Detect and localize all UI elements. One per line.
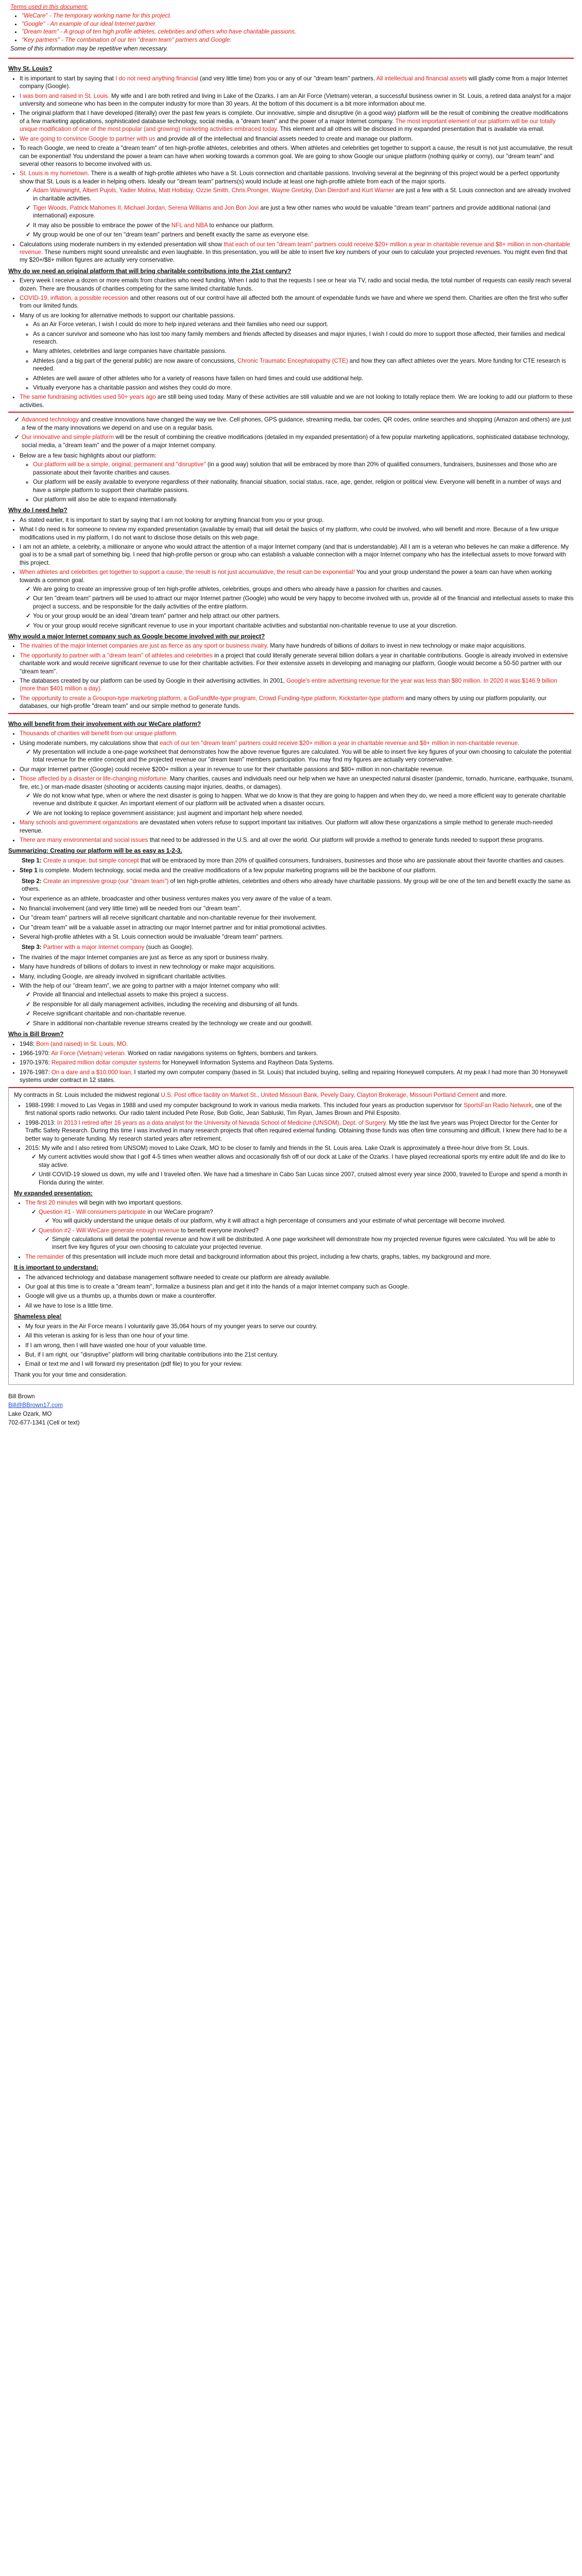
list-item <box>20 836 574 844</box>
text-segment: Google will give us a thumbs up, a thumbs down or make a counteroffer. <box>25 1293 216 1300</box>
text-segment: 1998-2013: <box>25 1119 57 1126</box>
who-bill-heading: Who is Bill Brown? <box>8 1030 64 1038</box>
text-segment: St. Louis is my hometown. <box>20 170 90 177</box>
list-item <box>20 543 574 567</box>
list-item <box>39 1153 568 1169</box>
list-item <box>20 312 574 392</box>
list-item <box>33 748 574 764</box>
list-item <box>20 75 574 91</box>
text-segment: I started my own computer company (based in St. Louis) that included buying, selling and repairing Honeywell computers. At my peak I had more than 30 Honeywell systems under contract in 12 states. <box>20 1069 568 1084</box>
technology-list <box>8 416 574 449</box>
text-segment: Our platform will be a simple, original, permanent and "disruptive" <box>33 461 206 468</box>
text-segment: It may also be possible to embrace the power of the <box>33 222 172 229</box>
text-segment: The opportunity to create a Groupon-type marketing platform, a GoFundMe-type program, Crowd Funding-type platform, Kickstarter-type platform <box>20 694 404 702</box>
text-segment: Using moderate numbers, my calculations show that <box>20 739 160 747</box>
list-item <box>33 1010 574 1018</box>
list-item <box>20 677 574 693</box>
text-segment: will gladly come from a major Internet company (Google). <box>20 75 568 90</box>
sub-list <box>25 1208 568 1251</box>
text-segment: Email or text me and I will forward my presentation (pdf file) to you for your review. <box>25 1361 243 1368</box>
who-benefit-heading: Who will benefit from their involvement with our WeCare platform? <box>8 720 201 727</box>
text-segment: U.S. Post office facility on Market St., United Missouri Bank, Pevely Dairy, Clayton Brokerage, Missouri Portland Cement <box>161 1091 478 1098</box>
why-help-list <box>8 516 574 630</box>
list-item <box>25 1302 568 1310</box>
text-segment: The opportunity to partner with a "dream team" of athletes and celebrities <box>20 652 213 659</box>
term-definition: - An example of our ideal Internet partner. <box>45 20 157 27</box>
text-segment: Those affected by a disaster or life-changing misfortune. <box>20 775 168 783</box>
text-segment: 1970-1976: <box>20 1059 52 1066</box>
list-item <box>33 347 574 355</box>
text-segment: Athletes (and a big part of the general public) are now aware of concussions, <box>33 357 237 364</box>
why-st-louis-list <box>8 75 574 264</box>
text-segment: 1976-1987: <box>20 1069 52 1076</box>
list-item <box>33 585 574 593</box>
text-segment: (and very little time) from you or any of our "dream team" partners. <box>198 75 376 82</box>
text-segment: and creative innovations have changed the way we live. Cell phones, GPS guidance, streaming media, bar codes, QR codes, online searches and shopping (Amazon and others) are just a few of the many innovations we depend on and use on a regular basis. <box>22 416 571 431</box>
sub-list <box>20 991 574 1027</box>
list-item <box>33 478 574 494</box>
list-item <box>33 809 574 817</box>
text-segment: NFL and NBA <box>171 222 208 229</box>
text-segment: But, if I am right, our "disruptive" platform will bring charitable contributions into the 21st century. <box>25 1351 279 1358</box>
text-segment: of ten high-profile athletes, celebrities and others who already have charitable passions. My group will be one of the ten and benefit exactly the same as others. <box>22 877 571 892</box>
list-item <box>20 905 574 912</box>
text-segment: and provide all of the intellectual and financial assets needed to create and manage our platform. <box>155 135 413 142</box>
signature-phone: 702-677-1341 (Cell or text) <box>8 1419 80 1427</box>
highlights-list <box>20 461 574 503</box>
text-segment: On a dare and a $10,000 loan, <box>51 1069 133 1076</box>
list-item <box>33 187 574 202</box>
step-2 <box>22 877 574 893</box>
text-segment: Many, including Google, are already involved in significant charitable activities. <box>20 973 227 980</box>
signature-name: Bill Brown <box>8 1393 35 1400</box>
text-segment: There is a wealth of high-profile athletes who have a St. Louis connection and charitable passions. Involving several at the beginning of this project would be a perfect opportunity show that St. Louis is a leader in helping others. Ideally our "dream team" partners(s) would include at least one high-profile athlete from each of the major sports. <box>20 170 560 185</box>
text-segment: Our innovative and simple platform <box>22 434 114 441</box>
step-3 <box>22 943 574 951</box>
step-1-label: Step 1: <box>22 857 42 864</box>
text-segment: All we have to lose is a little time. <box>25 1302 113 1309</box>
term-item <box>22 20 574 28</box>
list-item <box>20 694 574 710</box>
step-2-list <box>8 895 574 941</box>
text-segment: Advanced technology <box>22 416 79 423</box>
who-benefit-list <box>8 730 574 844</box>
step-3-list <box>8 954 574 1027</box>
list-item <box>20 109 574 133</box>
step-1 <box>22 857 574 865</box>
text-segment: Many schools and government organizations <box>20 819 139 826</box>
text-segment: My presentation will include a one-page worksheet that demonstrates how the above revenue figures are calculated. You will be able to insert five key figures of your own choosing to calculate the potential total revenue for the entire concept and the projected revenue our "dream team" members participation. You may find my figures are actually very conservative. <box>33 748 572 764</box>
sub-list <box>25 1153 568 1187</box>
list-item <box>25 1332 568 1340</box>
text-segment: Google's entire advertising revenue for the year was less than $80 million. In 2020 it was $146.9 billion (more than $401 million a day). <box>20 677 557 692</box>
list-item <box>20 730 574 737</box>
terms-section <box>8 3 574 56</box>
text-segment: Thousands of charities will benefit from our unique platform. <box>20 730 178 737</box>
text-segment: My contracts in St. Louis included the midwest regional <box>14 1091 161 1098</box>
list-item <box>33 231 574 239</box>
text-segment: Your experience as an athlete, broadcaster and other business ventures makes you very aware of the value of a team. <box>20 895 332 903</box>
list-item <box>20 241 574 264</box>
list-item <box>25 1253 568 1261</box>
text-segment: Our major Internet partner (Google) could receive $200+ million a year in revenue to use for their charitable passions and $80+ million in non-charitable revenue. <box>20 766 444 773</box>
text-segment: and other reasons out of our control have all affected both the amount of expendable funds we have and where we spend them. Charities are often the first who suffer from our limited funds. <box>20 295 568 310</box>
text-segment: Our platform will be easily available to everyone regardless of their nationality, financial situation, social status, race, age, gender, religion or political view. Everyone will benefit in a number of ways and have a simple platform to support their charitable passions. <box>33 479 561 494</box>
text-segment: As an Air Force veteran, I wish I could do more to help injured veterans and their families who need our support. <box>33 321 329 328</box>
text-segment: Our platform will also be able to expand internationally. <box>33 496 178 503</box>
why-original-heading: Why do we need an original platform that will bring charitable contributions into the 21st century? <box>8 267 292 275</box>
list-item <box>20 895 574 903</box>
important-list <box>14 1274 568 1310</box>
why-st-louis-section <box>8 58 574 409</box>
list-item <box>25 1292 568 1300</box>
text-segment: and more. <box>478 1091 507 1098</box>
text-segment: We are going to create an impressive group of ten high-profile athletes, celebrities, groups and others who already have a passion for charities and causes. <box>33 586 443 592</box>
text-segment: (in a good way) solution that will be embraced by more than 20% of qualified consumers, fundraisers, businesses and those who are passionate about their favorite charities and causes. <box>33 461 557 476</box>
text-segment: each of our ten "dream team" partners could receive $20+ million a year in charitable revenue and $8+ million in non-charitable revenue. <box>159 739 520 747</box>
term-definition: - The combination of our ten "dream team" partners and Google. <box>59 36 232 43</box>
text-segment: The remainder <box>25 1253 64 1260</box>
list-item <box>33 375 574 382</box>
text-segment: My group would be one of our ten "dream team" partners and benefit exactly the same as everyone else. <box>33 231 310 239</box>
term-name: "Google" <box>22 20 45 27</box>
text-segment: Our "dream team" will be a valuable asset in attracting our major Internet partner and for initial promotional activities. <box>20 924 327 931</box>
text-segment: Be responsible for all daily management activities, including the receiving and disbursing of all funds. <box>33 1001 299 1008</box>
list-item <box>20 135 574 143</box>
text-segment: Many have hundreds of billions of dollars to invest in new technology or make major acquisitions. <box>20 963 276 971</box>
list-item <box>20 526 574 541</box>
text-segment: The most important element of our platform will be our totally unique modification of one of the most popular (and growing) marketing activities embraced today. <box>20 117 556 133</box>
text-segment: Tiger Woods, Patrick Mahomes II, Michael Jordan, Serena Williams and Jon Bon Jovi <box>33 204 259 211</box>
signature-city: Lake Ozark, MO <box>8 1411 52 1418</box>
why-original-list <box>8 277 574 409</box>
list-item <box>25 1144 568 1187</box>
list-item <box>20 568 574 630</box>
step-2-label: Step 2: <box>22 877 42 885</box>
text-segment: As stated earlier, it is important to start by saying that I am not looking for anything financial from you or your group. <box>20 516 324 523</box>
text-segment: Repaired million dollar computer systems <box>51 1059 161 1066</box>
list-item <box>20 924 574 931</box>
text-segment: are devastated when voters refuse to support important tax initiatives. Our platform will allow these organizations a simple method to generate much-needed revenue. <box>20 819 553 834</box>
text-segment: In 2013 I retired after 16 years as a data analyst for the University of Nevada School of Medicine (UNSOM), Dept. of Surgery. <box>57 1119 387 1126</box>
list-item <box>33 330 574 346</box>
list-item <box>20 1069 574 1084</box>
text-segment: Provide all financial and intellectual assets to make this project a success. <box>33 991 228 998</box>
step-1-detail-label: Step 1 <box>20 867 38 874</box>
text-segment: As a cancer survivor and someone who has lost too many family members and friends affected by diseases and major injuries, I wish I could do more to support those affected, their families and medical research. <box>33 330 566 346</box>
text-segment: You or your group would receive significant revenue to use in your important charitable activities and substantial non-charitable revenue to use at your discretion. <box>33 622 457 629</box>
list-item <box>33 1020 574 1027</box>
text-segment: You and your group understand the power a team can have when working towards a common goal. <box>20 569 552 584</box>
text-segment: It is important to start by saying that <box>20 75 116 82</box>
list-item <box>20 294 574 310</box>
term-item <box>22 36 574 44</box>
list-item <box>33 320 574 328</box>
sub-list <box>20 187 574 239</box>
list-item <box>25 1360 568 1368</box>
text-segment: Born (and raised) in St. Louis, MO. <box>36 1040 128 1047</box>
term-definition: - A group of ten high profile athletes, celebrities and others who have charitable passions. <box>59 28 297 36</box>
text-segment: No financial involvement (and very little time) will be needed from our "dream team". <box>20 905 242 912</box>
list-item <box>52 1235 568 1251</box>
list-item <box>20 933 574 941</box>
step-3-label: Step 3: <box>22 944 42 951</box>
text-segment: The advanced technology and database management software needed to create our platform are already available. <box>25 1274 331 1281</box>
step-1-text <box>42 857 565 864</box>
term-name: "Dream team" <box>22 28 59 36</box>
term-definition: - The temporary working name for this project. <box>47 12 172 20</box>
list-item <box>25 1342 568 1349</box>
text-segment: All this veteran is asking for is less than one hour of your time. <box>25 1332 190 1340</box>
text-segment: We are not looking to replace government assistance; just augment and important help where needed. <box>33 809 304 817</box>
list-item <box>20 963 574 971</box>
text-segment: I am not an athlete, a celebrity, a millionaire or anyone who would attract the attention of a major Internet company (and that is understandable). All I am is a veteran who believes he can make a difference. My goal is to be a small part of something big. I need that high-profile person or group who can establish a valuable connection with a major Internet company who has the intellectual assets to move forward with this project. <box>20 543 569 566</box>
text-segment: Virtually everyone has a charitable passion and wishes they could do more. <box>33 384 232 392</box>
list-item <box>33 612 574 620</box>
text-segment: and how they can affect athletes over the years. More funding for CTE research is needed. <box>33 357 566 372</box>
text-segment: are just a few other names who would be valuable "dream team" partners and provide additional national (and international) exposure. <box>33 204 551 219</box>
list-item <box>25 1283 568 1291</box>
text-segment: There are many environmental and social issues <box>20 836 148 843</box>
text-segment: Many athletes, celebrities and large companies have charitable passions. <box>33 348 227 355</box>
text-segment: Create an impressive group (our "dream team") <box>43 877 169 885</box>
text-segment: 2015: My wife and I also retired from UNSOM) moved to Lake Ozark, MO to be closer to family and friends in the St. Louis area. Lake Ozark is approximately a three-hour drive from St. Louis. <box>25 1144 529 1151</box>
text-segment: What I do need is for someone to review my expanded presentation (available by email) that will detail the basics of my platform, who could be involved, who will benefit and more. Because of a few unique modifications used in my platform, I do not want to disclose those details on this web page. <box>20 526 559 541</box>
signature-block <box>8 1392 574 1427</box>
text-segment: Create a unique, but simple concept <box>43 857 139 864</box>
list-item <box>20 393 574 409</box>
why-st-louis-heading: Why St. Louis? <box>8 65 53 73</box>
sub-list <box>20 748 574 764</box>
text-segment: that each of our ten "dream team" partners could receive $20+ million a year in charitable revenue and $8+ million in non-charitable revenue. <box>20 241 571 256</box>
text-segment: The first 20 minutes <box>25 1199 78 1207</box>
list-item <box>20 973 574 980</box>
text-segment: My current activities would show that I golf 4-5 times when weather allows and occasionally fish off of our dock at Lake of the Ozarks. I have played recreational sports my entire adult life and do like to stay active. <box>39 1154 566 1168</box>
text-segment: Adam Wainwright, Albert Pujols, Yadier Molina, Matt Holliday, Ozzie Smith, Chris Pronger, Wayne Gretzky, Dan Dierdorf and Kurt Warner <box>33 187 394 194</box>
text-segment: Receive significant charitable and non-charitable revenue. <box>33 1010 186 1018</box>
text-segment: Many of us are looking for alternative methods to support our charitable passions. <box>20 312 235 319</box>
text-segment: We are going to convince Google to partner with us <box>20 135 156 142</box>
text-segment: The rivalries of the major Internet companies are just as fierce as any sport or business rivalry. <box>20 954 269 961</box>
text-segment: Our ten "dream team" partners will be used to attract our major Internet partner (Google) who would be very happy to become involved with us, provide all of the financial and intellectual assets to make this project a success, and be responsible for the daily activities of the entire platform. <box>33 595 574 610</box>
text-segment: I was born and raised in St. Louis. <box>20 92 110 99</box>
list-item <box>20 277 574 293</box>
list-item <box>39 1208 568 1225</box>
text-segment: With the help of our "dream team", we are going to partner with a major Internet company who will: <box>20 982 280 990</box>
list-item <box>20 642 574 650</box>
text-segment: COVID-19, inflation, a possible recession <box>20 295 129 301</box>
sub-list <box>39 1217 568 1225</box>
text-segment: You will quickly understand the unique details of our platform, why it will attract a high percentage of consumers and your estimate of what percentage will become involved. <box>52 1217 506 1225</box>
text-segment: Many have hundreds of billions of dollars to invest in new technology or make major acquisitions. <box>268 642 526 650</box>
text-segment: My wife and I are both retired and living in Lake of the Ozarks. I am an Air Force (Vietnam) veteran, a successful business owner in St. Louis, a retired data analyst for a major university and someone who has been in the computer industry for more than 30 years. At the bottom of this document is a bit more information about me. <box>20 92 571 108</box>
text-segment: To reach Google, we need to create a "dream team" of ten high-profile athletes, celebrities and others. When athletes and celebrities get together to support a cause, the result is not just accumulative, the result can be exponential! You understand the power a team can have when working towards a common goal. We are going to show Google our unique platform (nothing quirky or corny), our "dream team" and several other reasons to become involved with us. <box>20 145 573 167</box>
terms-heading: Terms used in this document: <box>10 4 89 10</box>
text-segment: are still being used today. Many of these activities are still valuable and we are not looking to totally replace them. We are looking to add our platform to these activities. <box>20 394 573 409</box>
text-segment: for Honeywell Information Systems and Raytheon Data Systems. <box>160 1059 334 1066</box>
text-segment: Several high-profile athletes with a St. Louis connection would be invaluable "dream team" partners. <box>20 934 284 941</box>
text-segment: to enhance our platform. <box>208 222 275 229</box>
sub-list <box>20 320 574 392</box>
why-help-heading: Why do I need help? <box>8 506 67 514</box>
list-item <box>25 1101 568 1117</box>
text-segment: in our WeCare program? <box>146 1208 213 1215</box>
important-heading: It is important to understand: <box>14 1264 98 1272</box>
list-item <box>20 982 574 1027</box>
who-bill-list <box>8 1040 574 1084</box>
list-item <box>39 1227 568 1251</box>
list-item <box>39 1171 568 1187</box>
list-item <box>20 144 574 168</box>
text-segment: 1948: <box>20 1040 37 1047</box>
list-item <box>20 954 574 961</box>
step-1-detail-item <box>20 867 574 874</box>
text-segment: The rivalries of the major Internet companies are just as fierce as any sport or business rivalry. <box>20 642 269 650</box>
list-item <box>20 766 574 773</box>
list-item <box>20 914 574 922</box>
text-segment: Simple calculations will detail the potential revenue and how it will be distributed. A one page worksheet will demonstrate how my projected revenue figures were calculated. You will be able to insert five key figures of your own choosing to calculate your projected revenue. <box>52 1236 556 1251</box>
text-segment: Our goal at this time is to create a "dream team", formalize a business plan and get it into the hands of a major Internet company such as Google. <box>25 1283 409 1291</box>
list-item <box>33 461 574 477</box>
term-name: "Key partners" <box>22 36 60 43</box>
list-item <box>25 1323 568 1330</box>
text-segment: of this presentation will include much more detail and background information about this project, including a few charts, graphs, tables, my background and more. <box>64 1253 491 1260</box>
text-segment: Air Force (Vietnam) veteran. <box>51 1049 126 1057</box>
list-item <box>20 1049 574 1057</box>
who-benefit-section <box>8 713 574 1084</box>
list-item <box>25 1119 568 1143</box>
text-segment: Share in additional non-charitable revenue streams created by the technology we create and our goodwill. <box>33 1020 313 1027</box>
text-segment: that will be embraced by more than 20% of qualified consumers, fundraisers, businesses and those who are passionate about their favorite charities and causes. <box>139 857 565 864</box>
list-item <box>25 1199 568 1251</box>
why-google-list <box>8 642 574 710</box>
expanded-heading: My expanded presentation: <box>14 1190 93 1197</box>
list-item <box>25 1274 568 1281</box>
bio-box <box>8 1087 574 1385</box>
term-name: "WeCare" <box>22 12 48 20</box>
text-segment: Chronic Traumatic Encephalopathy (CTE) <box>237 357 348 364</box>
list-item <box>33 991 574 998</box>
list-item <box>20 1059 574 1066</box>
list-item <box>33 384 574 392</box>
list-item <box>22 433 574 449</box>
bio-lead <box>14 1091 568 1099</box>
text-segment: will be the result of combining the creative modifications (detailed in my expanded presentation) of a few popular marketing applications, sophisticated database technology, social media, a "dream team" and the power of a major Internet company. <box>22 434 570 449</box>
text-segment: (such as Google). <box>144 944 194 951</box>
text-segment: These numbers might sound unrealistic and even laughable. In this presentation, you will be able to insert five key numbers of your own to calculate your projected revenues. You might even find that my $20+/$8+ million figures are actually very conservative. <box>20 248 568 264</box>
text-segment: All intellectual and financial assets <box>376 75 467 82</box>
text-segment: Question #1 - Will consumers participate <box>39 1208 146 1215</box>
list-item <box>33 792 574 808</box>
list-item <box>33 622 574 630</box>
text-segment: The databases created by our platform can be used by Google in their advertising activities. In 2001, <box>20 677 287 685</box>
why-google-heading: Why would a major Internet company such as Google become involved with our project? <box>8 633 265 640</box>
text-segment: Every week I receive a dozen or more emails from charities who need funding. When I add to that the requests I see or hear via TV, radio and social media, the total number of requests can easily reach several dozen. There are thousands of charities competing for the same limited charitable funds. <box>20 277 572 292</box>
term-item <box>22 28 574 36</box>
text-segment: in a project that could literally generate several billion dollars a year in charitable contributions. Google is already involved in extensive charitable work and would receive significant revenue to use for their charitable activities. For their extensive assets in developing and managing our platform, Google would become a 50-50 partner with our "dream team". <box>20 652 568 675</box>
text-segment: will begin with two important questions. <box>77 1199 183 1207</box>
repetition-note: Some of this information may be repetitive when necessary. <box>10 45 168 53</box>
text-segment: My title the last five years was Project Director for the Center for Traffic Safety Research. During this time I was involved in many research projects that often required external funding. Obtaining those funds was often time consuming and difficult. I knew there had to be a better way to generate funding. My research started years after retirement. <box>25 1119 567 1142</box>
list-item <box>20 516 574 524</box>
text-segment: Worked on radar navigations systems on fighters, bombers and tankers. <box>126 1049 318 1057</box>
list-item <box>20 652 574 675</box>
list-item <box>20 739 574 764</box>
text-segment: and many others by using our platform popularity, our databases, our high-profile "dream team" and our simple method to generate funds. <box>20 694 547 710</box>
step-2-text <box>22 878 571 892</box>
list-item <box>33 357 574 373</box>
terms-list <box>10 12 574 44</box>
list-item <box>33 496 574 503</box>
text-segment: The original platform that I have developed (literally) over the past few years is complete. Our innovative, simple and disruptive (in a good way) platform will be the result of combining the creative modifications of a few marketing applications, sophisticated database technology, social media, a "dream team" and the power of a major Internet company. <box>20 110 569 125</box>
summary-heading: Summarizing: Creating our platform will be as easy as 1-2-3. <box>8 847 182 855</box>
text-segment: If I am wrong, then I will have wasted one hour of your valuable time. <box>25 1342 207 1349</box>
text-segment: I do not need anything financial <box>115 75 198 82</box>
list-item <box>20 819 574 835</box>
sub-list <box>20 792 574 817</box>
text-segment: Until COVID-19 slowed us down, my wife and I traveled often. We have had a timeshare in Cabo San Lucas since 2007, cruised almost every year since 2000, traveled to Europe and spend a month in Florida during the winter. <box>39 1171 568 1186</box>
text-segment: Our "dream team" partners will all receive significant charitable and non-charitable revenue for their involvement. <box>20 914 317 922</box>
text-segment: 1988-1998: I moved to Las Vegas in 1988 and used my computer background to work in various media markets. This included four years as production supervisor for <box>25 1101 464 1109</box>
text-segment: This element and all others will be disclosed in my expanded presentation that is available via email. <box>278 126 545 133</box>
list-item <box>33 204 574 220</box>
text-segment: My four years in the Air Force means I voluntarily gave 35,064 hours of my younger years to serve our country. <box>25 1323 317 1330</box>
list-item <box>33 222 574 229</box>
term-item <box>22 12 574 20</box>
shameless-list <box>14 1323 568 1368</box>
text-segment: Partner with a major Internet company <box>43 944 145 951</box>
text-segment: You or your group would be an ideal "dream team" partner and help attract our other partners. <box>33 613 281 620</box>
sub-list <box>39 1235 568 1251</box>
text-segment: When athletes and celebrities get together to support a cause, the result is not just accumulative, the result can be exponential! <box>20 569 355 576</box>
list-item <box>20 170 574 239</box>
list-item <box>33 1001 574 1008</box>
highlights-lead-item <box>20 452 574 503</box>
sub-list <box>20 585 574 630</box>
highlights-lead: Below are a few basic highlights about our platform: <box>20 452 157 459</box>
shameless-heading: Shameless plea! <box>14 1313 62 1320</box>
text-segment: , one of the first national sports radio networks. Our radio talent included Pete Rose, Bob Golic, Jean Sabluski, Tim Ryan, James Brown and Phil Esposito. <box>25 1101 562 1117</box>
list-item <box>33 595 574 611</box>
list-item <box>20 775 574 817</box>
text-segment: Question #2 - Will WeCare generate enough revenue <box>39 1227 180 1234</box>
text-segment: that need to be addressed in the U.S. and all over the world. Our platform will provide a method to generate funds needed to support these programs. <box>148 836 544 843</box>
text-segment: We do not know what type, when or where the next disaster is going to happen. What we do know is that they are going to happen and when they do, we need a more efficient way to generate charitable revenue and distribute it quicker. An important element of our platform will be activated when a disaster occurs. <box>33 792 566 807</box>
step-3-text <box>42 944 194 951</box>
thanks-text: Thank you for your time and consideration. <box>14 1371 127 1378</box>
text-segment: to benefit everyone involved? <box>179 1227 259 1234</box>
list-item <box>20 92 574 108</box>
text-segment: Many charities, causes and individuals need our help when we have an unexpected natural disaster (pandemic, tornado, hurricane, earthquake, tsunami, fire, etc.) or man-made disaster (shooting or accidents causing major injuries, deaths, or damages). <box>20 775 574 790</box>
text-segment: The same fundraising activities used 50+ years ago <box>20 394 156 401</box>
text-segment: Athletes are well aware of other athletes who for a variety of reasons have fallen on hard times and could use additional help. <box>33 375 364 382</box>
text-segment: 1966-1970: <box>20 1049 52 1057</box>
list-item <box>25 1351 568 1359</box>
expanded-list <box>14 1199 568 1261</box>
technology-section <box>8 412 574 710</box>
step-1-detail: is complete. Modern technology, social media and the creative modifications of a few popular marketing programs will be the backbone of our platform. <box>37 867 437 874</box>
text-segment: Calculations using moderate numbers in my extended presentation will show <box>20 241 224 248</box>
list-item <box>52 1217 568 1225</box>
list-item <box>20 1040 574 1048</box>
bio-list <box>14 1101 568 1187</box>
text-segment: are just a few with a St. Louis connection and are already involved in charitable activities. <box>33 187 571 202</box>
text-segment: SportsFan Radio Network <box>464 1101 532 1109</box>
list-item <box>22 416 574 432</box>
email-link[interactable]: Bill@BBrown17.com <box>8 1402 63 1409</box>
